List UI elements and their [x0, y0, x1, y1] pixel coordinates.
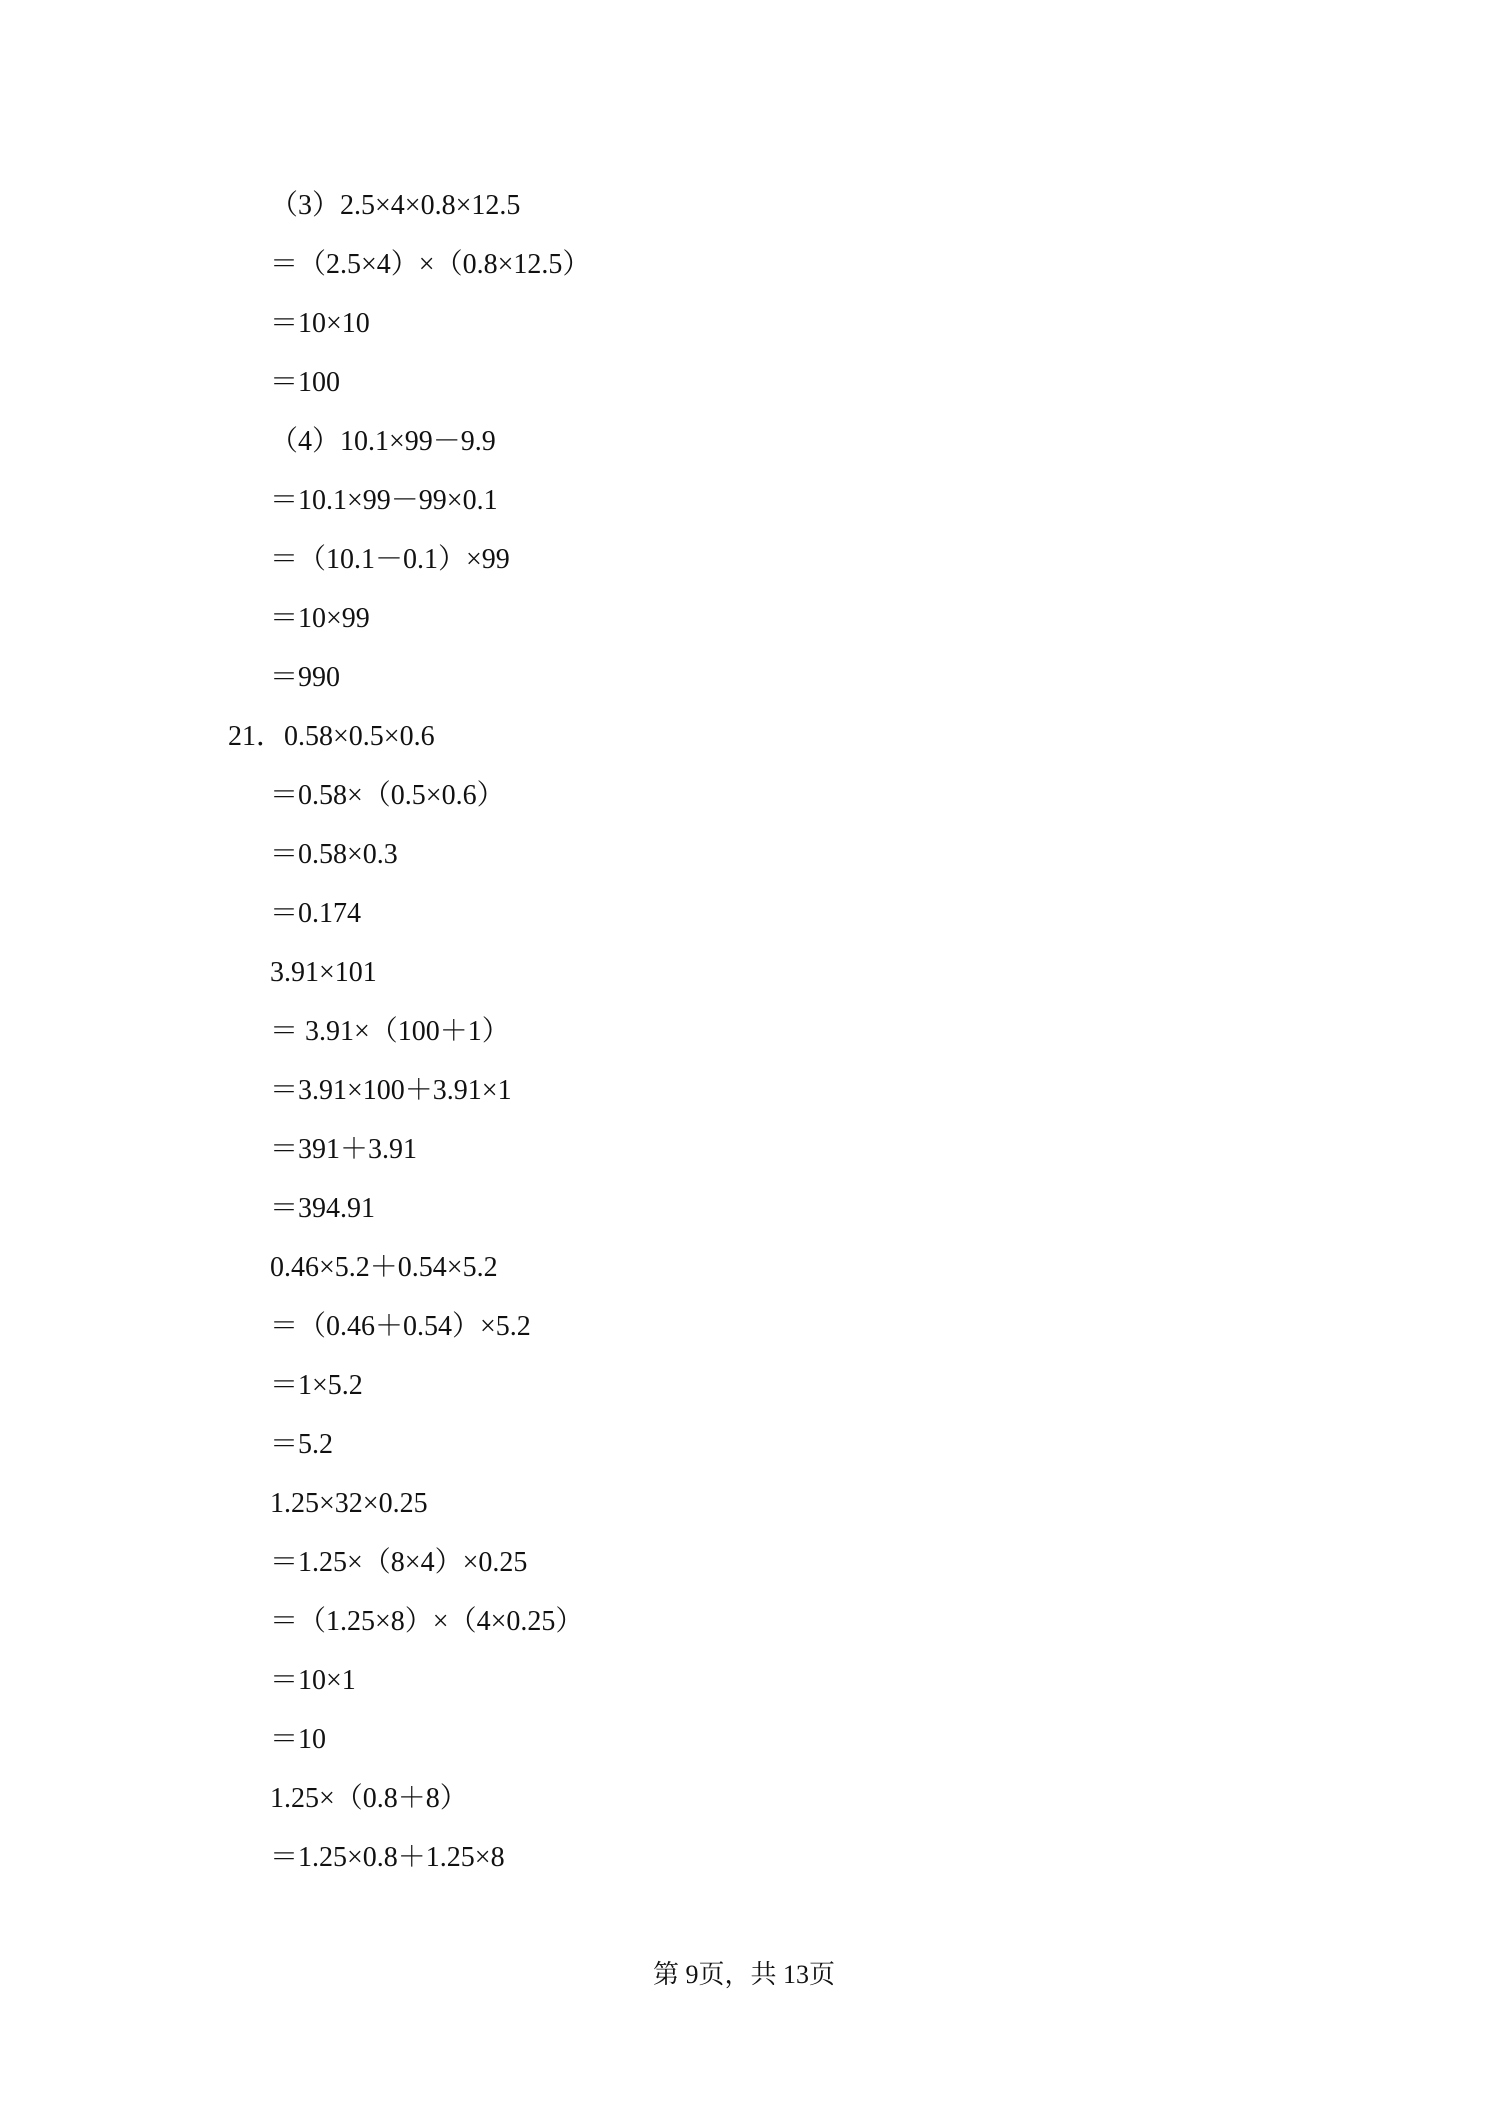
- solution-line: ＝ 3.91×（100＋1）: [270, 1016, 510, 1047]
- solution-line: ＝10.1×99－99×0.1: [270, 485, 498, 516]
- solution-line: ＝990: [270, 662, 341, 693]
- solution-line: ＝0.58×0.3: [270, 839, 398, 870]
- solution-line: ＝1.25×0.8＋1.25×8: [270, 1842, 505, 1873]
- solution-line: ＝391＋3.91: [270, 1134, 418, 1165]
- solution-line: ＝10: [270, 1724, 327, 1755]
- solution-line: ＝10×99: [270, 603, 370, 634]
- solution-line: ＝5.2: [270, 1429, 334, 1460]
- solution-line: （4）10.1×99－9.9: [270, 426, 496, 457]
- solution-line: 1.25×（0.8＋8）: [270, 1783, 468, 1814]
- solution-line: ＝（10.1－0.1）×99: [270, 544, 510, 575]
- solution-line: ＝10×10: [270, 308, 370, 339]
- solution-line: ＝3.91×100＋3.91×1: [270, 1075, 512, 1106]
- solution-line: ＝（1.25×8）×（4×0.25）: [270, 1606, 584, 1637]
- solution-line: ＝100: [270, 367, 341, 398]
- solution-line: ＝0.58×（0.5×0.6）: [270, 780, 505, 811]
- solution-line: 1.25×32×0.25: [270, 1488, 428, 1519]
- solution-line: ＝（2.5×4）×（0.8×12.5）: [270, 249, 591, 280]
- page-footer: 第 9页，共 13页: [652, 1960, 835, 1989]
- solution-line: 3.91×101: [270, 957, 377, 988]
- solution-line: 21．0.58×0.5×0.6: [228, 721, 435, 752]
- solution-line: ＝394.91: [270, 1193, 376, 1224]
- solution-line: ＝0.174: [270, 898, 362, 929]
- solution-line: 0.46×5.2＋0.54×5.2: [270, 1252, 498, 1283]
- solution-line: ＝1.25×（8×4）×0.25: [270, 1547, 528, 1578]
- solution-line: （3）2.5×4×0.8×12.5: [270, 190, 521, 221]
- solution-line: ＝10×1: [270, 1665, 356, 1696]
- solution-line: ＝（0.46＋0.54）×5.2: [270, 1311, 531, 1342]
- solution-line: ＝1×5.2: [270, 1370, 363, 1401]
